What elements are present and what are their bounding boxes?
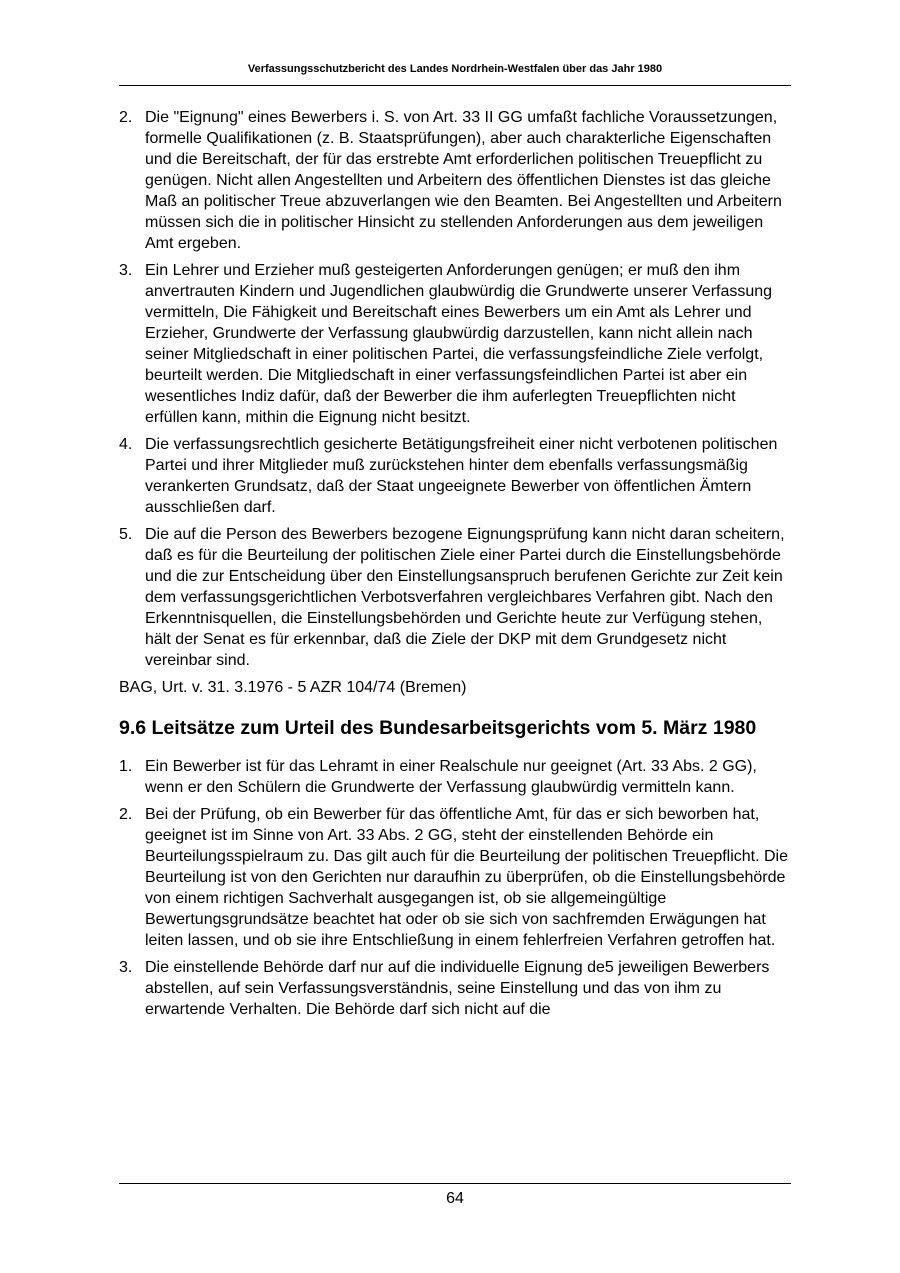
list-item-text: Ein Lehrer und Erzieher muß gesteigerten Anforderungen genügen; er muß den ihm anvertrauten Kindern und Jugendlichen glaubwürdig die Grundwerte unserer Verfassung vermitteln, Die Fähigkeit und Bereitschaft eines Bewerbers um ein Amt als Lehrer und Erzieher, Grundwerte der Verfassung glaubwürdig darzustellen, kann nicht allein nach seiner Mitgliedschaft in einer politischen Partei, die verfassungsfeindliche Ziele verfolgt, beurteilt werden. Die Mitgliedschaft in einer verfassungsfeindlichen Partei ist aber ein wesentliches Indiz dafür, daß der Bewerber die ihm auferlegten Treuepflichten nicht erfüllen kann, mithin die Eignung nicht besitzt. (145, 262, 773, 426)
list-item-number: 5. (119, 526, 133, 543)
list-item-text: Die "Eignung" eines Bewerbers i. S. von Art. 33 II GG umfaßt fachliche Voraussetzungen, formelle Qualifikationen (z. B. Staatsprüfungen), aber auch charakterliche Eigenschaften und die Bereitschaft, der für das erstrebte Amt erforderlichen politischen Treuepflicht zu genügen. Nicht allen Angestellten und Arbeitern des öffentlichen Dienstes ist das gleiche Maß an politischer Treue abzuverlangen wie den Beamten. Bei Angestellten und Arbeitern müssen sich die in politischer Hinsicht zu stellenden Anforderungen aus dem jeweiligen Amt ergeben. (145, 109, 782, 252)
list-item-text: Die verfassungsrechtlich gesicherte Betätigungsfreiheit einer nicht verbotenen politischen Partei und ihrer Mitglieder muß zurückstehen hinter dem ebenfalls verfassungsmäßig verankerten Grundsatz, daß der Staat ungeeignete Bewerber von öffentlichen Ämtern ausschließen darf. (145, 436, 778, 516)
page-body (119, 107, 791, 1026)
list-item-number: 4. (119, 436, 133, 453)
running-header: Verfassungsschutzbericht des Landes Nordrhein-Westfalen über das Jahr 1980 (247, 63, 663, 75)
list-item-text: Die auf die Person des Bewerbers bezogene Eignungsprüfung kann nicht daran scheitern, daß es für die Beurteilung der politischen Ziele einer Partei durch die Einstellungsbehörde und die zur Entscheidung über den Einstellungsanspruch berufenen Gerichte zur Zeit kein dem verfassungsgerichtlichen Verbotsverfahren vergleichbares Verfahren gibt. Nach den Erkenntnisquellen, die Einstellungsbehörden und Gerichte heute zur Verfügung stehen, hält der Senat es für erkennbar, daß die Ziele der DKP mit dem Grundgesetz nicht vereinbar sind. (145, 526, 785, 669)
list-item (119, 756, 791, 798)
page-number: 64 (446, 1190, 464, 1207)
list-item-number: 2. (119, 109, 133, 126)
list-item (119, 524, 791, 671)
footer-divider (119, 1183, 791, 1184)
list-item-number: 3. (119, 262, 133, 279)
list-item-number: 3. (119, 959, 133, 976)
list-item-text: Die einstellende Behörde darf nur auf die individuelle Eignung de5 jeweiligen Bewerbers abstellen, auf sein Verfassungsverständnis, seine Einstellung und das von ihm zu erwartende Verhalten. Die Behörde darf sich nicht auf die (145, 959, 770, 1018)
list-item-number: 2. (119, 806, 133, 823)
court-citation: BAG, Urt. v. 31. 3.1976 - 5 AZR 104/74 (Bremen) (119, 679, 467, 696)
section-heading: 9.6 Leitsätze zum Urteil des Bundesarbeitsgerichts vom 5. März 1980 (119, 717, 757, 739)
guidelines-list-1976 (119, 107, 791, 671)
list-item (119, 957, 791, 1020)
header-divider (119, 85, 791, 86)
list-item (119, 260, 791, 428)
list-item-number: 1. (119, 758, 133, 775)
list-item (119, 804, 791, 951)
list-item (119, 107, 791, 254)
list-item-text: Bei der Prüfung, ob ein Bewerber für das öffentliche Amt, für das er sich beworben hat, geeignet ist im Sinne von Art. 33 Abs. 2 GG, steht der einstellenden Behörde ein Beurteilungsspielraum zu. Das gilt auch für die Beurteilung der politischen Treuepflicht. Die Beurteilung ist von den Gerichten nur daraufhin zu überprüfen, ob die Einstellungsbehörde von einem richtigen Sachverhalt ausgegangen ist, ob sie allgemeingültige Bewertungsgrundsätze beachtet hat oder ob sie sich von sachfremden Erwägungen hat leiten lassen, und ob sie ihre Entschließung in einem fehlerfreien Verfahren getroffen hat. (145, 806, 789, 949)
guidelines-list-1980 (119, 756, 791, 1020)
list-item-text: Ein Bewerber ist für das Lehramt in einer Realschule nur geeignet (Art. 33 Abs. 2 GG), wenn er den Schülern die Grundwerte der Verfassung glaubwürdig vermitteln kann. (145, 758, 757, 796)
list-item (119, 434, 791, 518)
